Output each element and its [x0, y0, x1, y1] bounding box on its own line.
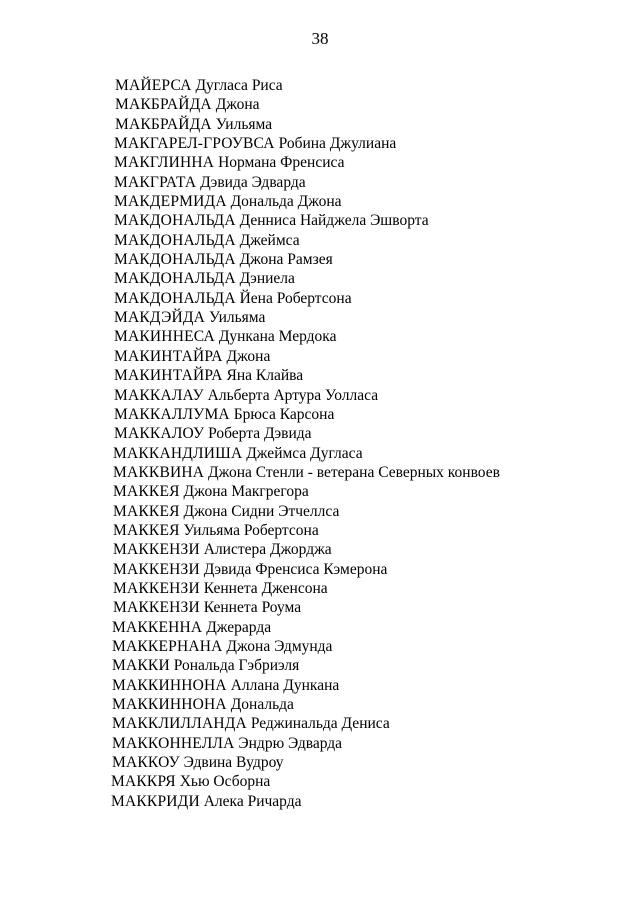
entry-surname: МАКДОНАЛЬДА [114, 270, 236, 288]
entry-given-names: Алека Ричарда [203, 792, 302, 810]
entry-given-names: Джеймса Дугласа [246, 444, 363, 462]
entry-given-names: Эдвина Вудроу [183, 754, 284, 772]
list-item [114, 386, 500, 405]
list-item [114, 308, 500, 327]
list-item [113, 560, 500, 579]
entry-surname: МАКИННЕСА [114, 328, 215, 346]
list-item [114, 211, 500, 230]
entry-surname: МАККАНДЛИША [113, 444, 243, 462]
list-item [111, 792, 500, 811]
entry-given-names: Реджинальда Дениса [250, 715, 390, 733]
entry-surname: МАКДЭЙДА [114, 309, 206, 327]
page-number: 38 [311, 29, 329, 48]
list-item [113, 521, 500, 540]
list-item [112, 618, 500, 637]
list-item [112, 676, 500, 695]
entry-given-names: Уильяма [215, 115, 273, 133]
list-item [112, 734, 500, 753]
list-item [114, 366, 500, 385]
entry-surname: МАККОУ [112, 754, 180, 772]
list-item [113, 579, 500, 598]
entry-given-names: Уильяма Робертсона [183, 521, 319, 539]
list-item [114, 269, 500, 288]
list-item [113, 540, 500, 559]
list-item [115, 76, 500, 95]
entry-surname: МАКДОНАЛЬДА [114, 251, 236, 269]
list-item [114, 231, 500, 250]
entry-given-names: Уильяма [208, 309, 266, 327]
entry-surname: МАККЕНЗИ [113, 560, 200, 578]
entry-given-names: Дэвида Френсиса Кэмерона [203, 560, 388, 578]
entry-given-names: Джона Макгрегора [183, 483, 309, 501]
list-item [112, 695, 500, 714]
entry-given-names: Джона Стенли - ветерана Северных конвоев [208, 463, 500, 481]
entry-surname: МАККРИДИ [111, 792, 200, 810]
name-list [111, 76, 500, 811]
entry-surname: МАКБРАЙДА [115, 96, 212, 114]
entry-given-names: Кеннета Дженсона [203, 579, 328, 597]
entry-given-names: Джона [226, 347, 271, 365]
entry-given-names: Джерарда [206, 618, 272, 636]
entry-surname: МАККЕНЗИ [113, 541, 200, 559]
entry-given-names: Дональда Джона [230, 193, 342, 211]
entry-given-names: Дункана Мердока [218, 328, 337, 346]
entry-surname: МАККЕННА [112, 618, 203, 636]
entry-given-names: Джона Сидни Этчеллса [183, 502, 340, 520]
list-item [114, 327, 500, 346]
list-item [113, 502, 500, 521]
entry-given-names: Дэвида Эдварда [200, 173, 306, 191]
list-item [112, 714, 500, 733]
entry-given-names: Робина Джулиана [278, 135, 397, 153]
entry-surname: МАККЕНЗИ [113, 579, 200, 597]
entry-surname: МАККЕЯ [113, 483, 180, 501]
entry-surname: МАКИНТАЙРА [114, 347, 223, 365]
list-item [114, 250, 500, 269]
list-item [113, 463, 500, 482]
entry-surname: МАККЕЯ [113, 502, 180, 520]
list-item [113, 598, 500, 617]
entry-surname: МАКГРАТА [114, 173, 197, 191]
entry-surname: МАКГАРЕЛ-ГРОУВСА [114, 135, 275, 153]
entry-surname: МАККЛИЛЛАНДА [112, 715, 247, 733]
list-item [111, 772, 500, 791]
entry-given-names: Дэниела [239, 270, 295, 288]
list-item [114, 153, 500, 172]
entry-surname: МАКБРАЙДА [115, 115, 212, 133]
entry-surname: МАККАЛЛУМА [114, 405, 230, 423]
entry-surname: МАКДОНАЛЬДА [114, 231, 236, 249]
entry-given-names: Брюса Карсона [233, 405, 335, 423]
list-item [115, 95, 500, 114]
entry-surname: МАКДОНАЛЬДА [114, 289, 236, 307]
list-item [114, 424, 500, 443]
list-item [112, 753, 500, 772]
list-item [112, 656, 500, 675]
entry-surname: МАККЕРНАНА [112, 637, 223, 655]
entry-surname: МАКГЛИННА [114, 154, 215, 172]
entry-given-names: Хью Осборна [179, 773, 271, 791]
list-item [113, 444, 500, 463]
entry-surname: МАККАЛАУ [114, 386, 204, 404]
entry-given-names: Роберта Дэвида [208, 425, 312, 443]
entry-surname: МАКДЕРМИДА [114, 193, 227, 211]
entry-surname: МАЙЕРСА [115, 77, 192, 94]
entry-given-names: Альберта Артура Уолласа [207, 386, 379, 404]
entry-surname: МАККИННОНА [112, 676, 227, 694]
entry-given-names: Нормана Френсиса [218, 154, 345, 172]
list-item [114, 134, 500, 153]
list-item [114, 405, 500, 424]
entry-surname: МАКДОНАЛЬДА [114, 212, 236, 230]
entry-surname: МАККИ [112, 657, 170, 675]
entry-surname: МАКИНТАЙРА [114, 367, 223, 385]
entry-given-names: Аллана Дункана [230, 676, 340, 694]
list-item [114, 289, 500, 308]
list-item [114, 347, 500, 366]
entry-given-names: Джона Рамзея [239, 251, 333, 269]
list-item [113, 482, 500, 501]
list-item [115, 115, 500, 134]
entry-given-names: Кеннета Роума [203, 599, 302, 617]
entry-given-names: Джеймса [239, 231, 300, 249]
entry-surname: МАККЕЯ [113, 521, 180, 539]
list-item [112, 637, 500, 656]
entry-given-names: Йена Робертсона [239, 289, 352, 307]
entry-given-names: Дональда [230, 696, 294, 713]
entry-given-names: Джона Эдмунда [226, 637, 333, 655]
list-item [114, 192, 500, 211]
entry-surname: МАККИННОНА [112, 696, 227, 713]
entry-surname: МАККОННЕЛЛА [112, 734, 235, 752]
entry-given-names: Дугласа Риса [195, 77, 283, 94]
entry-given-names: Эндрю Эдварда [238, 734, 343, 752]
entry-surname: МАККАЛОУ [114, 425, 205, 443]
entry-given-names: Джона [215, 96, 260, 114]
entry-given-names: Алистера Джорджа [203, 541, 332, 559]
entry-given-names: Денниса Найджела Эшворта [239, 212, 429, 230]
entry-given-names: Рональда Гэбриэля [173, 657, 300, 675]
entry-surname: МАККЕНЗИ [113, 599, 200, 617]
list-item [114, 173, 500, 192]
entry-surname: МАККВИНА [113, 463, 205, 481]
entry-given-names: Яна Клайва [226, 367, 304, 385]
entry-surname: МАККРЯ [111, 773, 176, 791]
